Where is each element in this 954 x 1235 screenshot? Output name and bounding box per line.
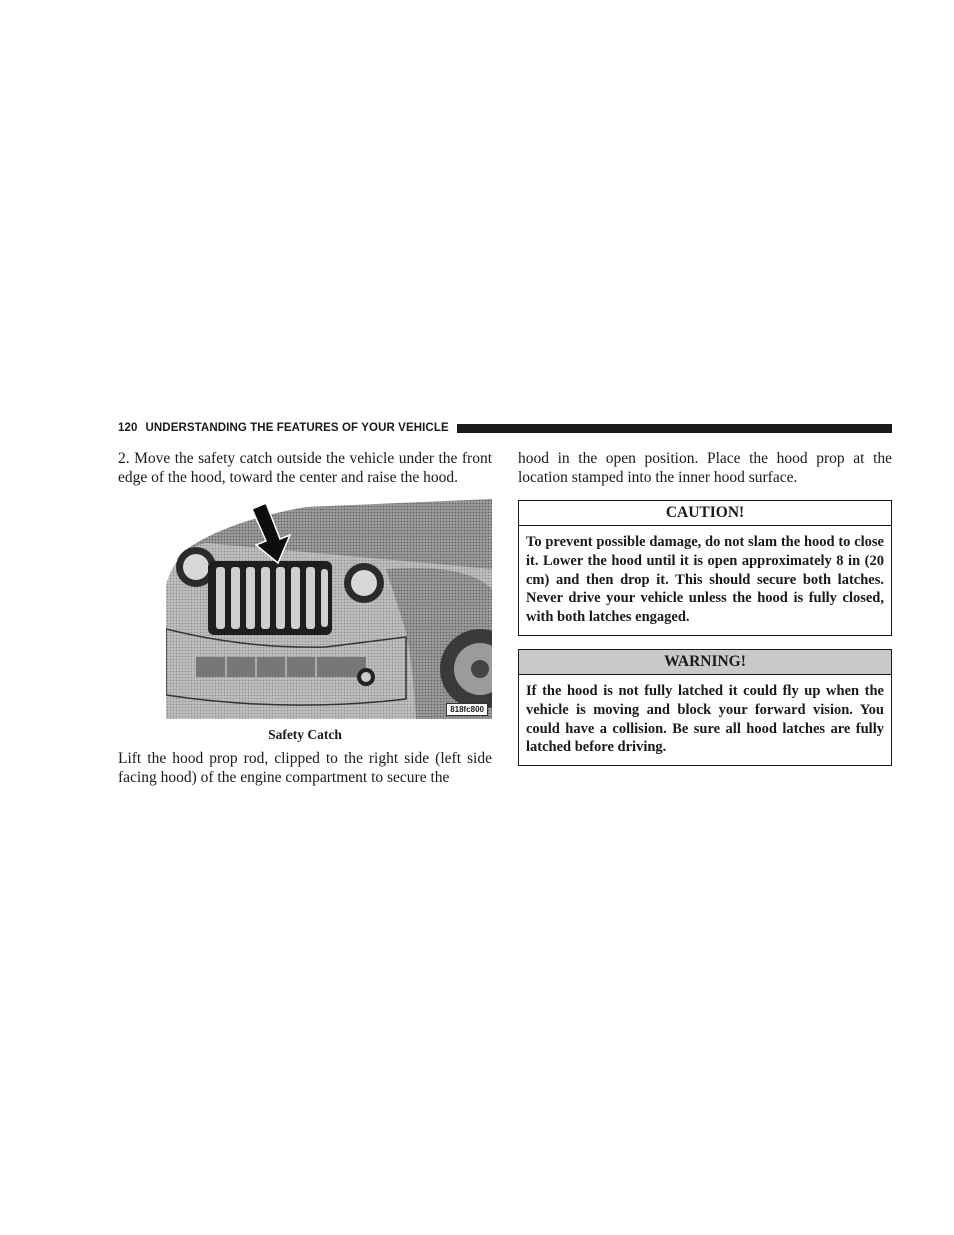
figure-code-label: 818fc800 bbox=[446, 703, 488, 716]
figure-caption: Safety Catch bbox=[268, 727, 342, 742]
warning-body: If the hood is not fully latched it could fly up when the vehicle is moving and block your forward vision. You could have a collision. Be sure all hood latches are fully latched before driving. bbox=[526, 682, 884, 756]
page-number: 120 bbox=[118, 422, 138, 434]
continuation-paragraph: hood in the open position. Place the hood prop at the location stamped into the inner hood surface. bbox=[518, 450, 892, 486]
left-column bbox=[118, 449, 492, 787]
step-paragraph: 2. Move the safety catch outside the vehicle under the front edge of the hood, toward the center and raise the hood. bbox=[118, 450, 492, 486]
caution-title: CAUTION! bbox=[519, 501, 891, 526]
caution-body: To prevent possible damage, do not slam the hood to close it. Lower the hood until it is open approximately 8 in (20 cm) and then drop it. This should secure both latches. Never drive your vehicle unless the hood is fully closed, with both latches engaged. bbox=[526, 534, 884, 626]
page-header bbox=[118, 420, 892, 436]
vehicle-front-illustration bbox=[166, 499, 492, 719]
prop-rod-paragraph: Lift the hood prop rod, clipped to the right side (left side facing hood) of the engine compartment to secure the bbox=[118, 750, 492, 786]
caution-box bbox=[518, 500, 892, 636]
warning-title: WARNING! bbox=[519, 650, 891, 675]
warning-box bbox=[518, 649, 892, 766]
safety-catch-figure bbox=[166, 499, 492, 719]
right-column bbox=[518, 449, 892, 766]
section-title: UNDERSTANDING THE FEATURES OF YOUR VEHICLE bbox=[145, 422, 449, 434]
header-rule bbox=[457, 424, 892, 433]
